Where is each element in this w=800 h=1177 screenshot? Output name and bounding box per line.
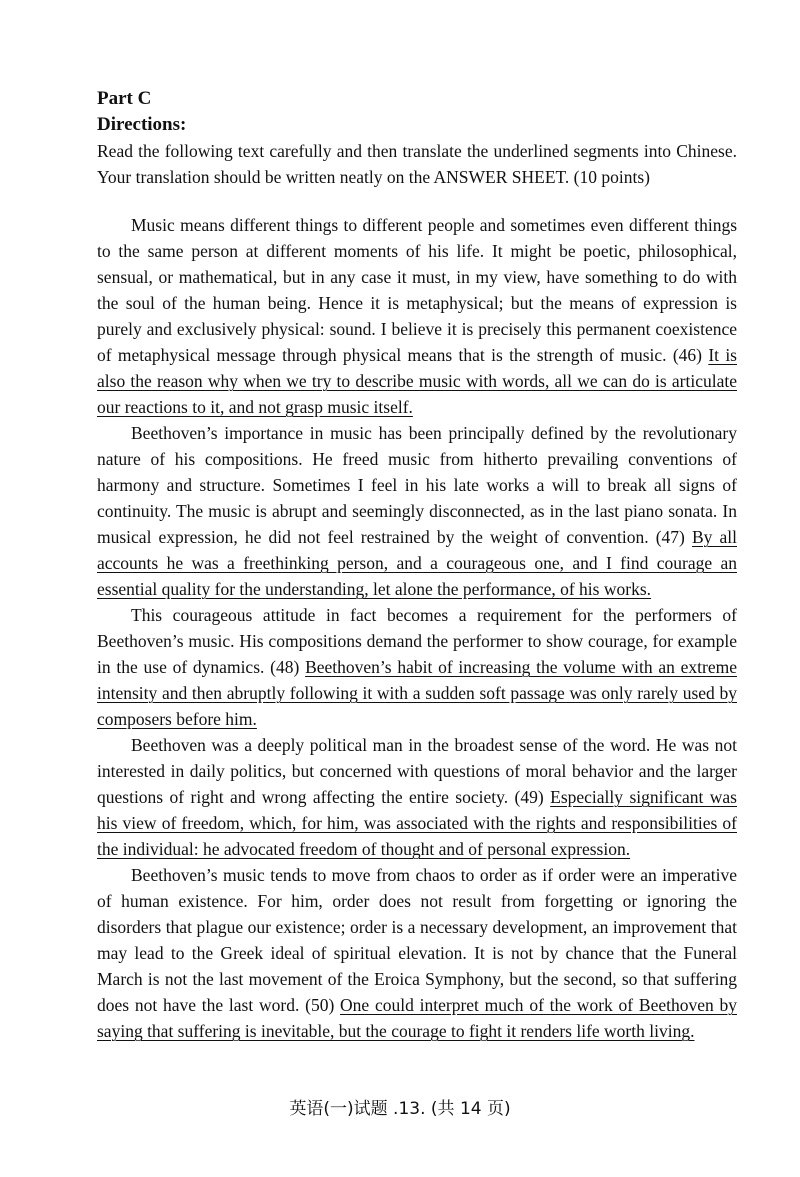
paragraph-text: Beethoven was a deeply political man in the broadest sense of the word. He was not interested in daily politics, but concerned with questions of moral behavior and the larger questions of right and wrong affecting the entire society. [97, 735, 737, 807]
directions-label: Directions: [97, 114, 187, 135]
page-footer: 英语(一)试题 .13. (共 14 页) [289, 1099, 511, 1119]
underlined-segment-50: One could interpret much of the work of Beethoven by saying that suffering is inevitable, but the courage to fight it renders life worth living. [97, 995, 737, 1041]
underlined-segment-46: It is also the reason why when we try to describe music with words, all we can do is articulate our reactions to it, and not grasp music itself. [97, 345, 737, 417]
directions-text: Read the following text carefully and then translate the underlined segments into Chinese. Your translation should be written neatly on the ANSWER SHEET. (10 points) [97, 141, 737, 187]
paragraph-2 [97, 420, 737, 602]
paragraph-text: Beethoven’s music tends to move from chaos to order as if order were an imperative of human existence. For him, order does not result from forgetting or ignoring the disorders that plague our existence; order is a necessary development, an improvement that may lead to the Greek ideal of spiritual elevation. It is not by chance that the Funeral March is not the last movement of the Eroica Symphony, but the second, so that suffering does not have the last word. [97, 865, 737, 1015]
question-number-49: (49) [508, 787, 551, 807]
underlined-segment-48: Beethoven’s habit of increasing the volume with an extreme intensity and then abruptly following it with a sudden soft passage was only rarely used by composers before him. [97, 657, 738, 729]
paragraph-1 [97, 212, 737, 420]
section-header [97, 86, 737, 190]
paragraph-text: Beethoven’s importance in music has been principally defined by the revolutionary nature of his compositions. He freed music from hitherto prevailing conventions of harmony and structure. Sometimes I feel in his late works a will to break all signs of continuity. The music is abrupt and seemingly disconnected, as in the last piano sonata. In musical expression, he did not feel restrained by the weight of convention. [97, 423, 737, 547]
passage [97, 212, 737, 1044]
underlined-segment-47: By all accounts he was a freethinking person, and a courageous one, and I find courage an essential quality for the understanding, let alone the performance, of his works. [97, 527, 737, 599]
paragraph-text: Music means different things to different people and sometimes even different things to the same person at different moments of his life. It might be poetic, philosophical, sensual, or mathematical, but in any case it must, in my view, have something to do with the soul of the human being. Hence it is metaphysical; but the means of expression is purely and exclusively physical: sound. I believe it is precisely this permanent coexistence of metaphysical message through physical means that is the strength of music. [97, 215, 737, 365]
question-number-50: (50) [299, 995, 341, 1015]
question-number-48: (48) [264, 657, 306, 677]
underlined-segment-49: Especially significant was his view of freedom, which, for him, was associated with the rights and responsibilities of the individual: he advocated freedom of thought and of personal expression. [97, 787, 737, 859]
paragraph-text: This courageous attitude in fact becomes a requirement for the performers of Beethoven’s music. His compositions demand the performer to show courage, for example in the use of dynamics. [97, 605, 737, 677]
paragraph-4 [97, 732, 737, 862]
paragraph-5 [97, 862, 737, 1044]
paragraph-3 [97, 602, 737, 732]
question-number-46: (46) [666, 345, 709, 365]
question-number-47: (47) [648, 527, 692, 547]
part-title: Part C [97, 88, 152, 109]
